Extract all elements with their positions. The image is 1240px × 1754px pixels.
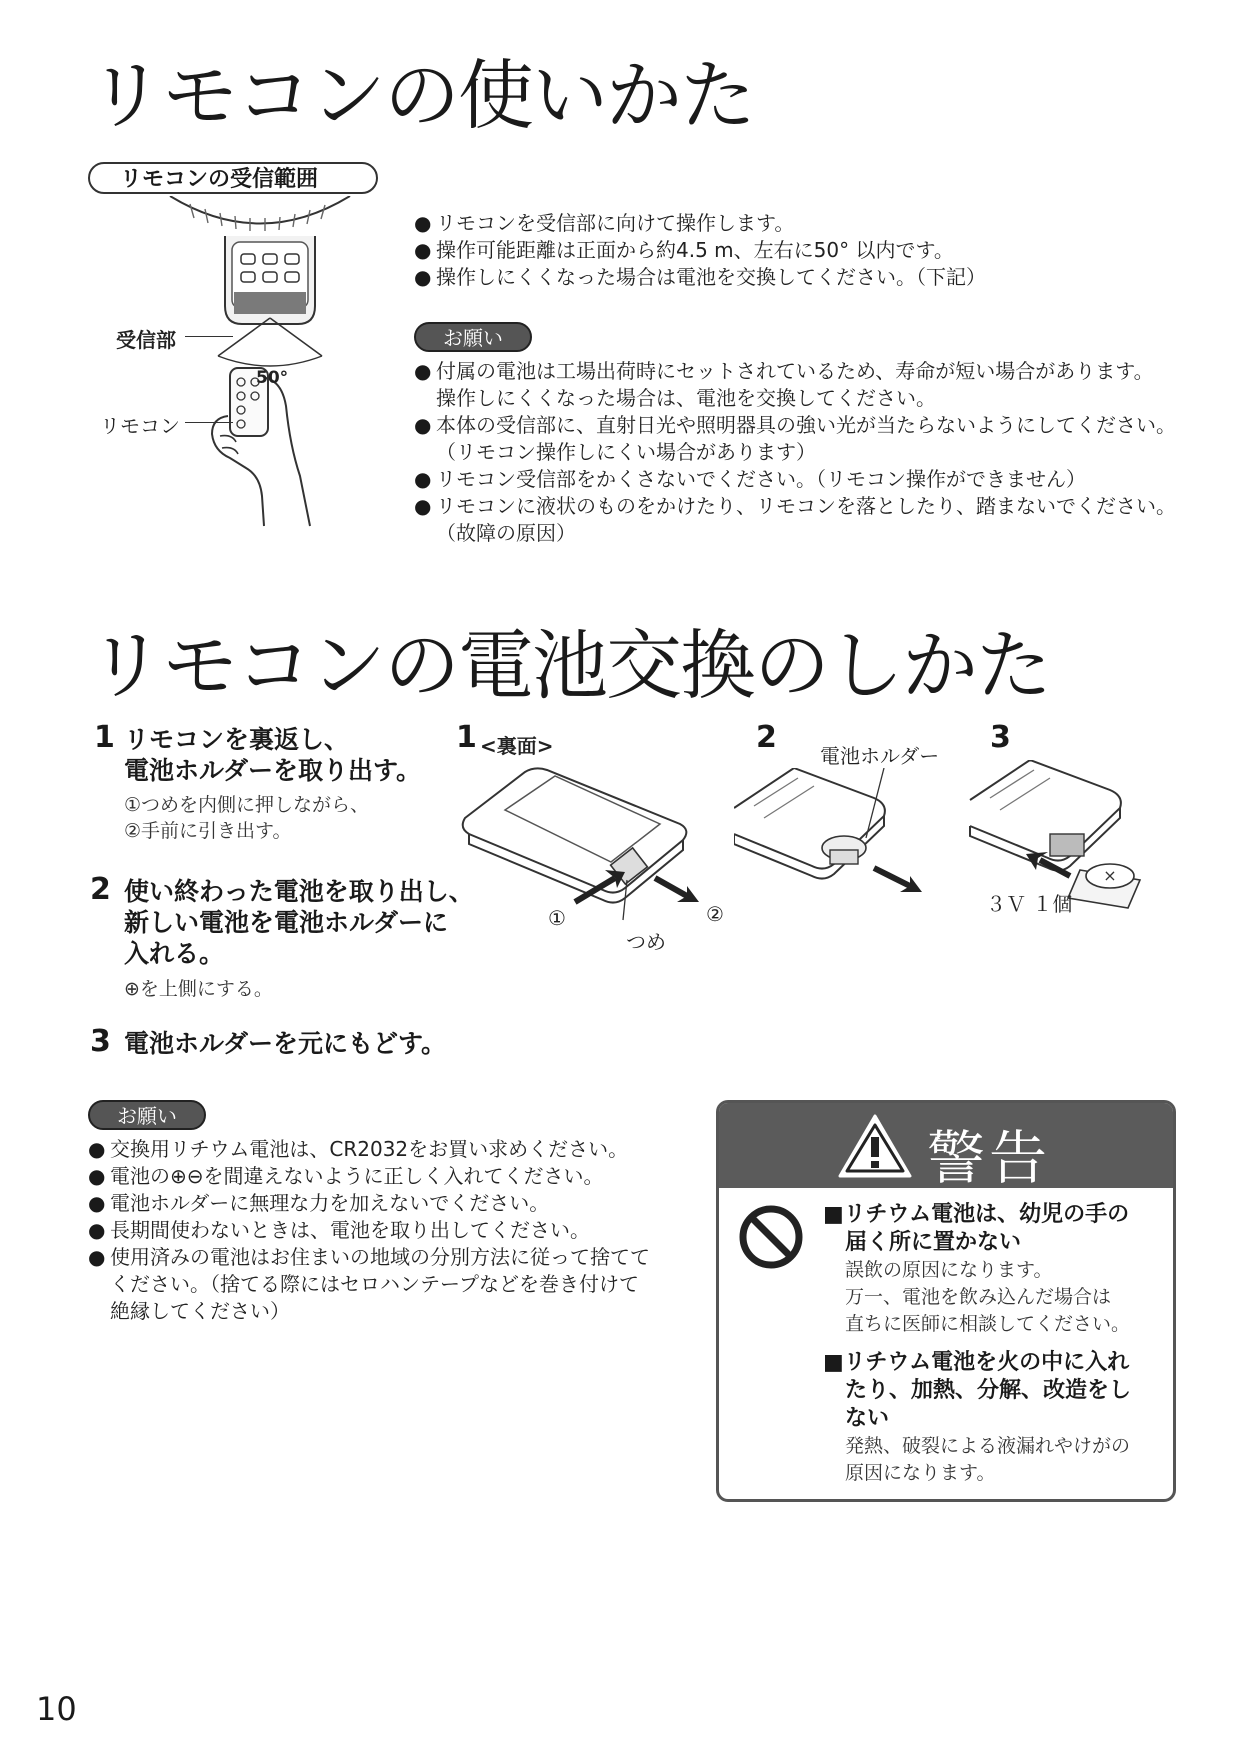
step-heading: リモコンを裏返し、 <box>124 725 350 754</box>
request-item: ● リモコンに液状のものをかけたり、リモコンを落としたり、踏まないでください。 （故障の原因） <box>414 493 1176 547</box>
request-item: ● 電池の⊕⊖を間違えないように正しく入れてください。 <box>88 1163 650 1190</box>
request-badge-1: お願い <box>414 322 532 352</box>
usage-bullet: ● 操作しにくくなった場合は電池を交換してください。（下記） <box>414 264 986 291</box>
battery-step-1-illustration <box>455 762 715 922</box>
battery-step-2-illustration <box>734 768 934 918</box>
warning-item-1: ■リチウム電池は、幼児の手の 届く所に置かない 誤飲の原因になります。 万一、電池を飲み込んだ場合は 直ちに医師に相談してください。 <box>823 1202 1131 1335</box>
step-note: ⊕を上側にする。 <box>124 978 273 1000</box>
section-title-battery: リモコンの電池交換のしかた <box>88 621 1050 710</box>
figure-1-number: 1 <box>456 720 477 755</box>
receiver-leader-line <box>185 336 233 337</box>
request-list-1 <box>414 358 1176 547</box>
figure-1-caption: <裏面> <box>480 734 554 758</box>
step-note: ②手前に引き出す。 <box>124 820 292 842</box>
usage-bullet: ● リモコンを受信部に向けて操作します。 <box>414 210 986 237</box>
request-item: ● 電池ホルダーに無理な力を加えないでください。 <box>88 1190 650 1217</box>
figure-1-label-b: ② <box>706 902 724 926</box>
request-item: ● 付属の電池は工場出荷時にセットされているため、寿命が短い場合があります。 操作しにくくなった場合は、電池を交換してください。 <box>414 358 1176 412</box>
step-heading: 使い終わった電池を取り出し、 <box>124 877 474 906</box>
step-note: ①つめを内側に押しながら、 <box>124 794 370 816</box>
svg-text:×: × <box>1103 866 1117 885</box>
figure-1-claw-label: つめ <box>626 930 666 954</box>
request-item: ● リモコン受信部をかくさないでください。（リモコン操作ができません） <box>414 466 1176 493</box>
angle-label: 50° <box>256 368 289 388</box>
prohibition-icon <box>737 1203 805 1271</box>
step-number: 3 <box>90 1024 111 1059</box>
step-heading: 新しい電池を電池ホルダーに <box>124 908 449 937</box>
warning-item-2: ■リチウム電池を火の中に入れ たり、加熱、分解、改造をし ない 発熱、破裂による液漏れやけがの 原因になります。 <box>823 1350 1132 1484</box>
warning-title: 警告 <box>927 1124 1052 1192</box>
figure-3-number: 3 <box>990 720 1011 755</box>
usage-bullet: ● 操作可能距離は正面から約4.5 m、左右に50° 以内です。 <box>414 237 986 264</box>
figure-2-number: 2 <box>756 720 777 755</box>
step-heading: 入れる。 <box>124 939 225 968</box>
step-heading: 電池ホルダーを取り出す。 <box>124 756 422 785</box>
reception-range-diagram <box>150 196 370 536</box>
figure-3-label: ３Ｖ １個 <box>986 892 1073 916</box>
figure-2-label: 電池ホルダー <box>820 744 940 768</box>
range-heading: リモコンの受信範囲 <box>88 162 378 194</box>
remote-leader-line <box>185 422 233 423</box>
step-number: 2 <box>90 872 111 907</box>
remote-label: リモコン <box>100 414 180 438</box>
figure-1-label-a: ① <box>548 906 566 930</box>
page-number: 10 <box>36 1690 77 1728</box>
request-item: ● 長期間使わないときは、電池を取り出してください。 <box>88 1217 650 1244</box>
request-item: ● 本体の受信部に、直射日光や照明器具の強い光が当たらないようにしてください。 （リモコン操作しにくい場合があります） <box>414 412 1176 466</box>
warning-box <box>716 1100 1176 1502</box>
request-item: ● 交換用リチウム電池は、CR2032をお買い求めください。 <box>88 1136 650 1163</box>
section-title-usage: リモコンの使いかた <box>88 51 754 140</box>
warning-triangle-icon <box>837 1113 913 1179</box>
receiver-label: 受信部 <box>116 328 176 352</box>
request-item: ● 使用済みの電池はお住まいの地域の分別方法に従って捨てて ください。（捨てる際にはセロハンテープなどを巻き付けて 絶縁してください） <box>88 1244 650 1325</box>
step-heading: 電池ホルダーを元にもどす。 <box>124 1029 447 1058</box>
step-number: 1 <box>94 720 115 755</box>
request-list-2 <box>88 1136 650 1325</box>
warning-header <box>719 1103 1173 1192</box>
request-badge-2: お願い <box>88 1100 206 1130</box>
usage-bullets <box>414 210 986 291</box>
